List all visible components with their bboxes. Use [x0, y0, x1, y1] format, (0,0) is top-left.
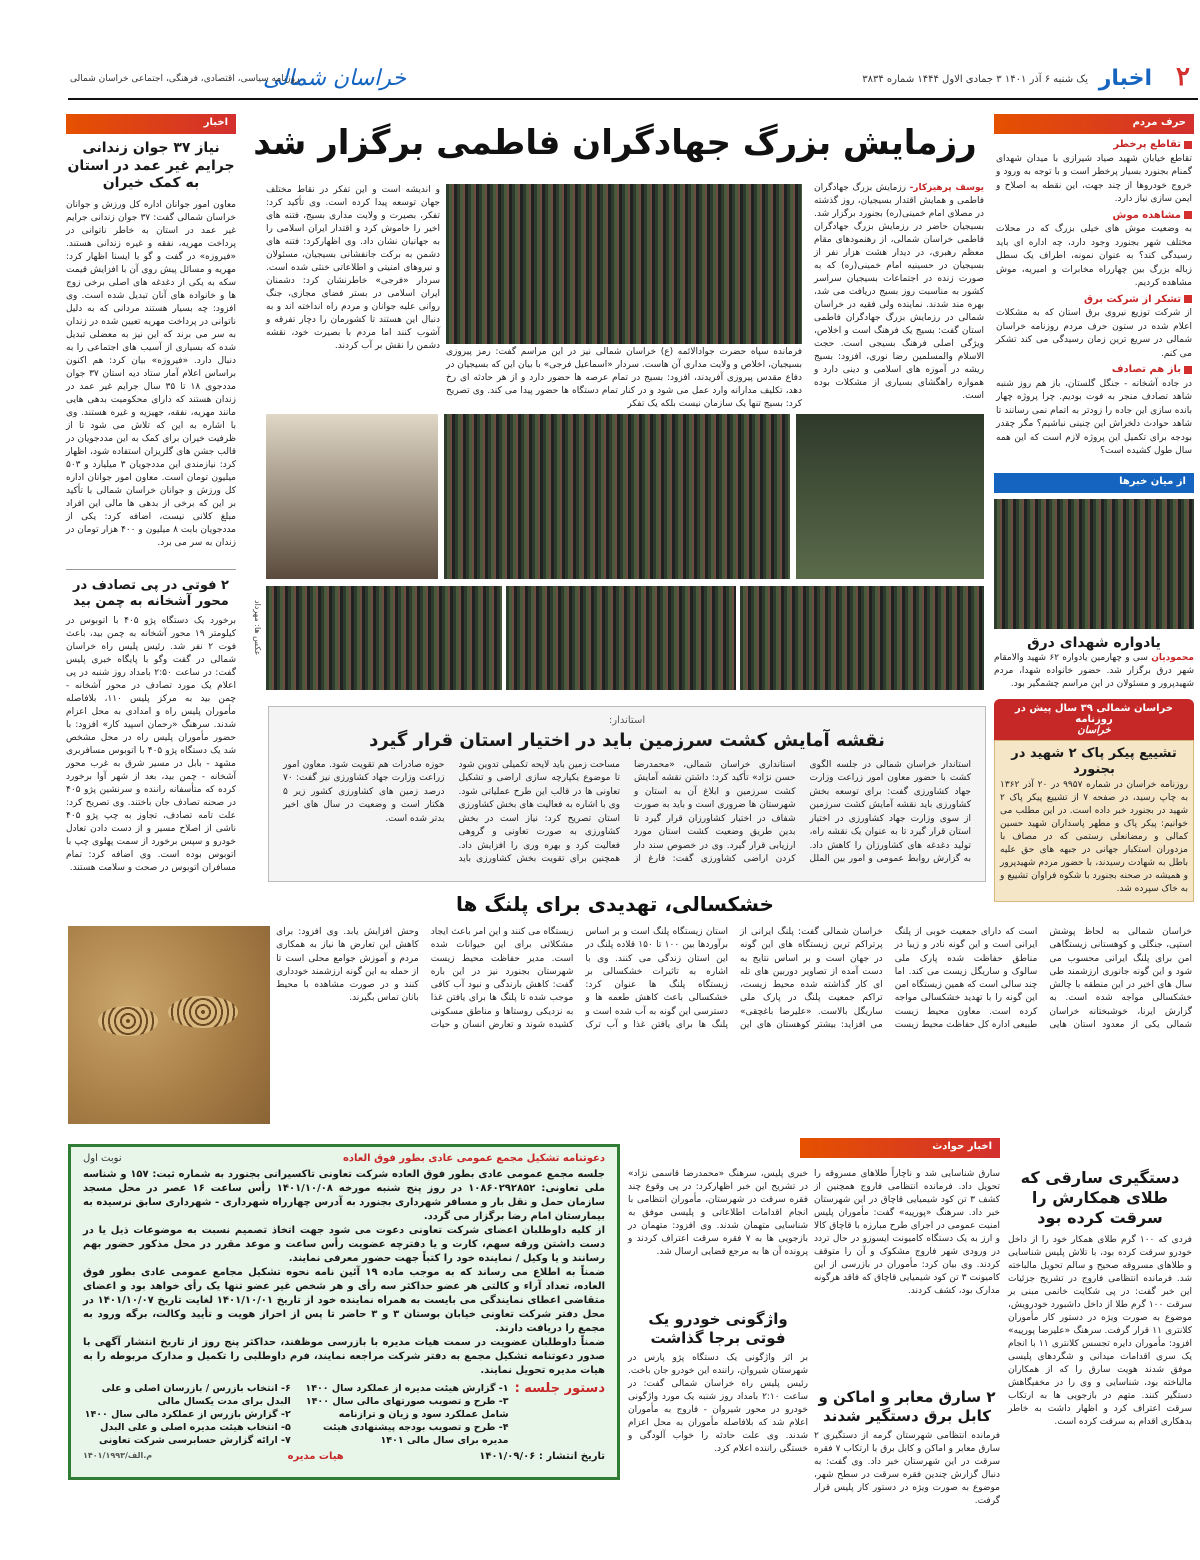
incident-story-5: واژگونی خودرو یک فوتی برجا گذاشت بر اثر واژگونی یک دستگاه پژو پارس در شهرستان شیروان، راننده این خودرو جان باخت. رئیس پلیس راه خراسان شمالی گفت: در ساعت ۲:۱۰ بامداد روز شنبه یک مورد واژگونی خودرو در محور شیروان - فاروج به مأموران اعلام شد که بلافاصله مأموران به محل اعزام شدند. وی علت حادثه را خواب آلودگی و خستگی راننده اعلام کرد.: [628, 1310, 808, 1454]
story-body: برخورد یک دستگاه پژو ۴۰۵ با اتوبوس در کیلومتر ۱۹ محور آشخانه به چمن بید، باعث فوت ۲ نفر شد. رئیس پلیس راه خراسان شمالی در گفت وگو با پایگاه خبری پلیس گفت: در ساعت ۲:۵۰ بامداد روز شنبه در پی اعلام یک مورد تصادف در محور آشخانه - چمن بید به مرکز پلیس ۱۱۰، بلافاصله مأموران پلیس راه و امدادی به محل اعزام شدند. سرهنگ «رحمان اسپید کار» افزود: با حضور مأموران پلیس راه در محل مشخص شد یک دستگاه پژو ۴۰۵ با اتوبوس مسافربری مشهد - بابل در مسیر شرق به غرب محور آشخانه - چمن بید، بعد از شهر آوا برخورد کرده که متأسفانه راننده و سرنشین پژو ۴۰۵ در صحنه تصادف جان باختند. وی تصریح کرد: علت تامه تصادف، تجاوز به چپ پژو ۴۰۵ ناشی از اصلاح مسیر و از دست دادن تعادل خودرو و سپس برخورد از سمت پهلوی چپ با اتوبوس بوده است. وی اضافه کرد: تمام مسافران اتوبوس در صحت و سلامت هستند.: [66, 616, 237, 873]
governor-box: [268, 706, 986, 882]
square-icon: [1184, 295, 1192, 303]
square-icon: [1184, 141, 1192, 149]
main-col-3: و اندیشه است و این تفکر در نقاط مختلف جهان توسعه پیدا کرده است. وی تأکید کرد: تفکر، بصیرت و ولایت مداری بسیج، فتنه های اخیر را خاموش کرد و اقتدار ایران اسلامی را به جهانیان نشان داد. وی اظهارکرد: فتنه های دشمن به برکت جانفشانی بسیجیان، مسئولان و نیروهای امنیتی و اطلاعاتی خنثی شده است. سردار «فرجی» خاطرنشان کرد: دشمنان ایران اسلامی در بستر فضای مجازی، جنگ روانی علیه جوانان و مردم راه انداخته اند و به دنبال این هستند تا کشورمان را دچار تفرقه و آشوب کنند اما مردم با بصیرت خود، نقشه دشمن را نقش بر آب کردند.: [266, 185, 440, 351]
square-icon: [1184, 366, 1192, 374]
governor-title: نقشه آمایش کشت سرزمین باید در اختیار استان قرار گیرد: [369, 730, 885, 751]
left-column: [66, 114, 237, 873]
ad-code: م.الف/۱۴۰۱/۱۹۹۳: [83, 1451, 153, 1460]
drought-body: خراسان شمالی به لحاظ پوشش استپی، جنگلی و کوهستانی زیستگاهی امن برای پلنگ ایرانی محسوب می شود و این گونه جانوری ارزشمند طی سال های اخیر در این منطقه با چالش خشکسالی مواجه شده است. به گزارش ایرنا، خوشبختانه خراسان شمالی یکی از معدود استان هایی است که دارای جمعیت خوبی از پلنگ ایرانی است و این گونه نادر و زیبا در مناطق حفاظت شده پارک ملی سالوک و ساریگل زیست می کند. اما چند سالی است که همین زیستگاه امن این گونه را با تهدید خشکسالی مواجه کرده است. معاون محیط زیست طبیعی اداره کل حفاظت محیط زیست خراسان شمالی گفت: پلنگ ایرانی از پرتراکم ترین زیستگاه های این گونه در جهان است و بر اساس نتایج به دست آمده از تصاویر دوربین های تله ای کار گذاشته شده محیط زیست، تراکم جمعیت پلنگ در پارک ملی ساریگل بالاست. «علیرضا باغچقی» می افزاید: بیشتر کوهستان های این استان زیستگاه پلنگ است و بر اساس برآوردها بین ۱۰۰ تا ۱۵۰ قلاده پلنگ در این استان زندگی می کنند. وی با اشاره به تاثیرات خشکسالی بر زیستگاه پلنگ ها عنوان کرد: خشکسالی باعث کاهش طعمه ها و دسترسی این گونه به آب شده است و پلنگ ها برای یافتن غذا و آب ترک زیستگاه می کنند و این امر باعث ایجاد مشکلاتی برای این حیوانات شده است. مدیر حفاظت محیط زیست شهرستان بجنورد نیز در این باره گفت: کاهش بارندگی و نبود آب کافی موجب شده تا پلنگ ها برای یافتن غذا به نزدیکی روستاها و مناطق مسکونی کشیده شوند و تعارض انسان و حیات وحش افزایش یابد. وی افزود: برای کاهش این تعارض ها نیاز به همکاری مردم و آموزش جوامع محلی است تا از حمله به این گونه ارزشمند خودداری کنند و در صورت مشاهده با محیط بانان تماس بگیرند.: [276, 927, 1192, 1031]
leopard-photo: [68, 926, 270, 1124]
ceremony-photo: [994, 499, 1194, 629]
ad-notice: [68, 1144, 620, 1480]
archive-body: روزنامه خراسان در شماره ۹۹۵۷ در ۲۰ آذر ۱۳۶۲ به چاپ رسید، در صفحه ۷ از تشییع پیکر پاک ۲ شهید در بجنورد خبر داده است. در این مطلب می خوانیم: پیکر پاک و مطهر پاسداران شهید حسین کمالی و رمضانعلی رستمی که در مصاف با مزدوران استکبار جهانی در جبهه های حق علیه باطل به شهادت رسیدند، با حضور مردم شهیدپرور و همیشه در صحنه بجنورد با شکوه فراوان تشییع و به خاک سپرده شد.: [1000, 779, 1189, 894]
ad-signature: هیات مدیره: [287, 1451, 344, 1462]
main-headline: رزمایش بزرگ جهادگران فاطمی برگزار شد: [253, 123, 977, 163]
issue-date: یک شنبه ۶ آذر ۱۴۰۱ ۳ جمادی الاول ۱۴۴۴ شماره ۳۸۳۴: [862, 74, 1088, 85]
ad-turn: نوبت اول: [83, 1153, 122, 1164]
rally-photo: [266, 586, 502, 690]
incident-col-2: سارق شناسایی شد و ناچاراً طلاهای مسروقه را تحویل داد. فرمانده انتظامی فاروج همچنین از کشف ۳ تن کود شیمیایی قاچاق در این شهرستان خبر داد. سرهنگ «پورپیه» گفت: مأموران پلیس امنیت عمومی در اجرای طرح مبارزه با قاچاق کالا و ارز به یک دستگاه کامیونت ایسوزو در حال تردد در ورودی شهر فاروج مشکوک و آن را متوقف کردند. وی بیان کرد: مأموران در بازرسی از این کامیونت ۳ تن کود شیمیایی قاچاق که فاقد هرگونه مدارک بود، کشف کردند.: [814, 1169, 1000, 1296]
ad-title: دعوتنامه تشکیل مجمع عمومی عادی بطور فوق العاده: [342, 1153, 605, 1164]
main-crowd-photo: [446, 184, 802, 344]
section-bar-news: از میان خبرها: [994, 473, 1194, 493]
women-photo: [740, 586, 984, 690]
ad-date: تاریخ انتشار : ۱۴۰۱/۰۹/۰۶: [479, 1451, 605, 1462]
tagline: روزنامه سیاسی، اقتصادی، فرهنگی، اجتماعی خراسان شمالی: [70, 74, 300, 84]
story-title: نیاز ۳۷ جوان زندانی جرایم غیر عمد در استان به کمک خیران: [67, 140, 235, 191]
masthead: [68, 62, 1198, 100]
audience-photo: [444, 414, 790, 579]
people-item: باز هم تصادف در جاده آشخانه - جنگل گلستان، باز هم روز شنبه شاهد تصادف منجر به فوت بودیم. چرا پروژه چهار بانده سازی این جاده را زودتر به اتمام نمی رسانند تا شاهد حوادث دلخراش این چنینی نباشیم؟ مگر چقدر بودجه برای تکمیل این پروژه لازم است که این همه سال طول کشیده است؟: [996, 364, 1192, 456]
people-item: مشاهده موش به وضعیت موش های خیلی بزرگ که در محلات مختلف شهر بجنورد وجود دارد، چه اداره ای باید رسیدگی کند؟ به عنوان نمونه، اطراف یک سطل زباله بزرگ بین چهارراه مخابرات و امیریه، موش مشاهده کردیم.: [996, 209, 1192, 288]
archive-title: تشییع پیکر پاک ۲ شهید در بجنورد: [1011, 746, 1177, 778]
incidents-bar-wrap: [800, 1138, 1000, 1158]
people-item: تشکر از شرکت برق از شرکت توزیع نیروی برق استان که به مشکلات اعلام شده در ستون حرف مردم روزنامه خراسان شمالی در سریع ترین زمان رسیدگی می کند تشکر می کنم.: [996, 293, 1192, 359]
commander-photo: [796, 414, 984, 579]
news-title: یادواره شهدای درق: [1027, 634, 1161, 651]
main-col-1: یوسف پرهیزکار- رزمایش بزرگ جهادگران فاطمی و همایش اقتدار بسیجیان، روز گذشته در مصلای امام خمینی(ره) بجنورد برگزار شد. بسیجیان حاضر در رزمایش بزرگ جهادگران فاطمی خراسان شمالی، از رهنمودهای مقام معظم رهبری، در دیدار هشت هزار نفر از بسیجیان در حسینیه امام خمینی(ره) که به صورت زنده در اجتماعات بسیجیان سراسر کشور به مناسبت روز بسیج دریافت می شد، بهره مند شدند. نماینده ولی فقیه در خراسان شمالی در رزمایش بزرگ جهادگران فاطمی استان گفت: بسیج یک فرهنگ است و اخلاص، ویژگی اصلی فرهنگ بسیجی است. حجت الاسلام والمسلمین رضا نوری، افزود: بسیج ریشه در آموزه های اسلامی و دینی دارد و همواره راهگشای بسیاری از مشکلات بوده است.: [814, 183, 984, 401]
incident-story-1: دستگیری سارقی که طلای همکارش را سرقت کرده بود فردی که ۱۰۰ گرم طلای همکار خود را از داخل خودرو سرقت کرده بود، با تلاش پلیس شناسایی و طلاهای مسروقه صحیح و سالم تحویل مالباخته شد. فرمانده انتظامی فاروج در تشریح جزئیات این خبر گفت: در پی شکایت خانمی مبنی بر سرقت ۱۰۰ گرم طلا از داخل داشبورد خودرویش، موضوع به صورت ویژه در دستور کار مأموران کلانتری ۱۱ قرار گرفت. سرهنگ «علیرضا پورپیه» افزود: مأموران دایره تجسس کلانتری ۱۱ با انجام یک سری اقدامات میدانی و شگردهای پلیسی موفق شدند هویت سارق را که از همکاران مالباخته بود، شناسایی و وی را در مخفیگاهش دستگیر کنند. متهم در بازجویی ها به ارتکاب سرقت اعتراف کرد و اظهار داشت به خاطر بدهکاری اقدام به سرقت کرده است.: [1008, 1168, 1193, 1427]
governor-body: استاندار خراسان شمالی در جلسه الگوی کشت با حضور معاون امور زراعت وزارت جهاد کشاورزی گفت: برای توسعه بخش کشاورزی باید نقشه آمایش کشت سرزمین از سوی وزارت جهاد کشاورزی در اختیار استان قرار گیرد تا به عنوان یک نقشه راه، تولید دغدغه های کشاورزان را کاهش داد. به گزارش روابط عمومی و امور بین الملل استانداری خراسان شمالی، «محمدرضا حسن نژاد» تأکید کرد: داشتن نقشه آمایش کشت سرزمین و ابلاغ آن به استان و شهرستان ها ضروری است و باید به صورت شفاف در اختیار کشاورزان قرار گیرد تا بدین طریق وضعیت کشت استان مورد ارزیابی قرار گیرد. وی در خصوص سند دار کردن اراضی کشاورزی گفت: فارغ از مساحت زمین باید لایحه تکمیلی تدوین شود تا موضوع یکپارچه سازی اراضی و تشکیل تعاونی ها در قالب این طرح عملیاتی شود. وی با اشاره به فعالیت های بخش کشاورزی استان تصریح کرد: نیاز است در بخش کشاورزی به صورت تعاونی و گروهی فعالیت کرد و بهره وری را افزایش داد. همچنین برای تقویت بخش کشاورزی باید حوزه صادرات هم تقویت شود. معاون امور زراعت وزارت جهاد کشاورزی نیز گفت: ۷۰ درصد زمین های کشاورزی کشور زیر ۵ هکتار است و وضعیت در سال های اخیر بدتر شده است.: [283, 759, 971, 864]
drought-headline: خشکسالی، تهدیدی برای پلنگ ها: [456, 892, 774, 916]
photo-credit: عکس ها: مهرداد: [253, 600, 262, 656]
archive-label: خراسان شمالی ۳۹ سال پیش در روزنامه خراسان: [994, 699, 1194, 740]
newspaper-logo: خراسان شمالی: [263, 66, 407, 91]
section-bar-people: حرف مردم: [994, 114, 1194, 134]
section-bar-incidents: اخبار حوادث: [800, 1138, 1000, 1158]
section-title: اخبار: [1098, 66, 1152, 91]
cleric-photo: [266, 414, 438, 579]
incident-story-3: ۲ سارق معابر و اماکن و کابل برق دستگیر شدند فرمانده انتظامی شهرستان گرمه از دستگیری ۲ سارق معابر و اماکن و کابل برق با ارتکاب ۷ فقره سرقت در این شهرستان خبر داد. وی گفت: به دنبال گزارش چندین فقره سرقت در سطح شهر، موضوع به صورت ویژه در دستور کار پلیس قرار گرفت.: [814, 1388, 1000, 1506]
incident-col-4: خبری پلیس، سرهنگ «محمدرضا قاسمی نژاد» در تشریح این خبر اظهارکرد: در پی وقوع چند فقره سرقت در شهرستان، مأموران انتظامی با انجام اقدامات اطلاعاتی و پلیسی موفق به شناسایی متهمان شدند. وی افزود: متهمان در بازجویی ها به ۷ فقره سرقت اعتراف کردند و پرونده آن ها به مرجع قضایی ارسال شد.: [628, 1169, 809, 1257]
page-number: ۲: [1176, 62, 1190, 92]
section-bar-left: اخبار: [66, 114, 236, 134]
story-title: ۲ فوتی در پی تصادف در محور آشخانه به چمن بید: [73, 577, 229, 609]
ad-body: جلسه مجمع عمومی عادی بطور فوق العاده شرکت تعاونی تاکسیرانی بجنورد به شماره ثبت: ۱۵۷ و شناسه ملی تعاونی: ۱۰۸۶۰۲۹۲۸۵۲ در روز پنج شنبه مورخه ۱۴۰۱/۱۰/۰۸ رأس ساعت ۱۶ عصر در محل مسجد سازمان حمل و نقل بار و مسافر شهرداری بجنورد به آدرس چهارراه شهرداری - شهرداری سابق نرسیده به بیمارستان امام رضا برگزار می گردد. از کلیه داوطلبان اعضای شرکت تعاونی دعوت می شود جهت اتخاذ تصمیم نسبت به موضوعات ذیل یا در دست داشتن ورقه سهم، کارت و یا دفترچه عضویت رأس ساعت و موعد مقرر در محل مذکور حضور بهم رسانند و یا وکیل / نماینده خود را کتباً جهت حضور معرفی نمایند. ضمناً به اطلاع می رساند که به موجب ماده ۱۹ آئین نامه نحوه تشکیل مجامع عمومی عادی بطور فوق العاده، تعداد آراء و کالتی هر عضو حداکثر سه رأی و هر شخص غیر عضو تنها یک رأی خواهد بود و اعضای متقاضی اعطای نمایندگی می بایست به همراه نماینده خود از تاریخ ۱۴۰۱/۱۰/۰۱ لغایت تاریخ ۱۴۰۱/۱۰/۰۷ در محل دفتر شرکت تعاونی خیابان بوستان ۳ و ۳ حاضر تا پس از احراز هویت و تأیید وکالت، برگه ورود به مجمع را دریافت دارند. ضمناً داوطلبان عضویت در سمت هیات مدیره با بازرسی موظفند، حداکثر پنج روز از تاریخ انتشار آگهی با صدور دعوتنامه تشکیل مجمع به دفتر شرکت مراجعه نمایند، فرم داوطلبی را تکمیل و مدارک مربوطه را به هیات مدیره تحویل نمایند.: [83, 1169, 606, 1376]
right-column: حرف مردم تقاطع پرخطر تقاطع خیابان شهید صیاد شیرازی با میدان شهدای گمنام بجنورد بسیار پرخطر است و با توجه به ورود و خروج خودروها از چند جهت، این نقطه به اصلاح و ایمن سازی نیاز دارد. مشاهده موش به وضعیت موش های خیلی بزرگ که در محلات مختلف شهر بجنورد وجود دارد، چه اداره ای باید رسیدگی کند؟ به عنوان نمونه، اطراف یک سطل زباله بزرگ بین چهارراه مخابرات و امیریه، موش مشاهده کردیم. تشکر از شرکت برق از شرکت توزیع نیروی برق استان که به مشکلات اعلام شده در ستون حرف مردم روزنامه خراسان شمالی در سریع ترین زمان رسیدگی می کند تشکر می کنم. باز هم تصادف در جاده آشخانه - جنگل گلستان، باز هم روز شنبه شاهد تصادف منجر به فوت بودیم. چرا پروژه چهار بانده سازی این جاده را زودتر به اتمام نمی رسانند تا شاهد حوادث دلخراش این چنینی نباشیم؟ مگر چقدر بودجه برای تکمیل این پروژه لازم است که این همه سال طول کشیده است؟ از میان خبرها یادواره شهدای درق محمودیان سی و چهارمین یادواره ۶۲ شهید والامقام شهر درق برگزار شد. حضور خانواده شهدا، مردم شهیدپرور و مسئولان در این مراسم چشمگیر بود. خراسان شمالی ۳۹ سال پیش در روزنامه خراسان تشییع پیکر پاک ۲ شهید در بجنورد روزنامه خراسان در شماره ۹۹۵۷ در ۲۰ آذر ۱۳۶۲ به چاپ رسید، در صفحه ۷ از تشییع پیکر پاک ۲ شهید در بجنورد خبر داده است. در این مطلب می خوانیم: پیکر پاک و مطهر پاسداران شهید حسین کمالی و رمضانعلی رستمی که در مصاف با مزدوران استکبار جهانی در جبهه های حق علیه باطل به شهادت رسیدند، با حضور مردم شهیدپرور و همیشه در صحنه بجنورد با شکوه فراوان تشییع و به خاک سپرده شد.: [994, 114, 1194, 902]
people-item: تقاطع پرخطر تقاطع خیابان شهید صیاد شیرازی با میدان شهدای گمنام بجنورد بسیار پرخطر است و با توجه به ورود و خروج خودروها از چند جهت، این نقطه به اصلاح و ایمن سازی نیاز دارد.: [996, 139, 1192, 204]
square-icon: [1184, 211, 1192, 219]
ad-agenda: دستور جلسه : ۱- گزارش هیئت مدیره از عملکرد سال ۱۴۰۰ ۳- طرح و تصویب صورتهای مالی سال ۱۴۰۰ شامل عملکرد سود و زیان و ترازنامه ۴- طرح و تصویب بودجه پیشنهادی هیئت مدیره برای سال مالی ۱۴۰۱ ۶- انتخاب بازرس / بازرسان اصلی و علی البدل برای مدت یکسال مالی ۲- گزارش بازرس از عملکرد مالی سال ۱۴۰۰ ۵- انتخاب هیئت مدیره اصلی و علی البدل ۷- ارائه گزارش حسابرسی شرکت تعاونی: [84, 1381, 605, 1446]
main-col-2: فرمانده سپاه حضرت جوادالائمه (ع) خراسان شمالی نیز در این مراسم گفت: رمز پیروزی بسیجیان، اخلاص و ولایت مداری آن هاست. سردار «اسماعیل فرجی» با بیان این که بسیجیان در دفاع مقدس پیروزی آفریدند، افزود: بسیج در تمام عرصه ها حضور دارد و از هر حادثه ای رخ دهد، تکلیف مدارانه وارد عمل می شود و در کنار تمام دستگاه ها حضور پیدا می کند. وی تصریح کرد: بسیج تنها یک سازمان نیست بلکه یک تفکر: [446, 347, 802, 409]
story-body: معاون امور جوانان اداره کل ورزش و جوانان خراسان شمالی گفت: ۳۷ جوان زندانی جرایم غیر عمد در استان به خاطر ناتوانی در پرداخت مهریه، نفقه و غیره زندانی هستند. «فیروزه» در گفت و گو با ایسنا اظهار کرد: مهریه و مسائل پیش روی آن با افزایش قیمت سکه به یکی از دغدغه های اصلی برخی زوج ها و خانواده های آنان تبدیل شده است. وی افزود: چه بسیار هستند مردانی که به دلیل ناتوانی در پرداخت مهریه تعیین شده در زندان به سر می برند که این نیز به معضلی تبدیل شده که بسیاری از آسیب های اجتماعی را به دنبال دارد. «فیروزه» بیان کرد: هم اکنون براساس اعلام آمار ستاد دیه استان ۳۷ جوان مددجوی ۱۸ تا ۳۵ سال جرایم غیر عمد در زندان هستند که دارای محکومیت بدهی هایی مانند مهریه، نفقه، جهیزیه و غیره هستند. وی با اشاره به این که تلاش می شود تا از ظرفیت خیران برای کمک به این مددجویان در قالب جشن های گلریزان استفاده شود، اظهار کرد: نیازمندی این مددجویان ۳ میلیارد و ۵۰۳ میلیون تومان است. معاون امور جوانان اداره کل ورزش و جوانان خراسان شمالی با تأکید بر این که برخی از بدهی ها مالی این افراد مبلغ کلانی نیست، اضافه کرد: یکی از مددجویان بابت ۸ میلیون و ۴۰۰ هزار تومان در زندان به سر می برد.: [66, 199, 237, 548]
fists-photo: [506, 586, 736, 690]
kicker: استاندار:: [608, 715, 646, 726]
